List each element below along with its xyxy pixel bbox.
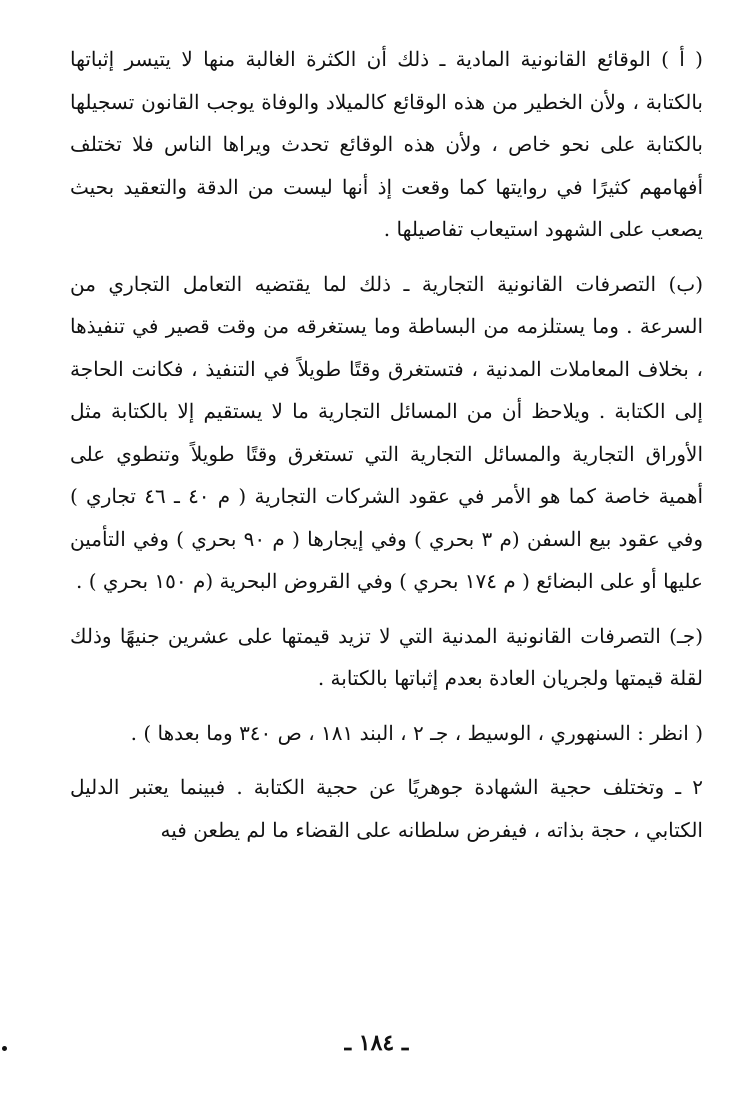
paragraph-commercial-transactions: (ب) التصرفات القانونية التجارية ـ ذلك لما يقتضيه التعامل التجاري من السرعة . وما يستلزمه من البساطة وما يستغرقه من وقت قصير في تنفيذها ، بخلاف المعاملات المدنية ، فتستغرق وقتًا طويلاً في التنفيذ ، فكانت الحاجة إلى الكتابة . ويلاحظ أن من المسائل التجارية ما لا يستقيم إلا بالكتابة مثل الأوراق التجارية والمسائل التجارية التي تستغرق وقتًا طويلاً وتنطوي على أهمية خاصة كما هو الأمر في عقود الشركات التجارية ( م ٤٠ ـ ٤٦ تجاري ) وفي عقود بيع السفن (م ٣ بحري ) وفي إيجارها ( م ٩٠ بحري ) وفي التأمين عليها أو على البضائع ( م ١٧٤ بحري ) وفي القروض البحرية (م ١٥٠ بحري ) . — [70, 271, 703, 593]
paragraph-civil-transactions: (جـ) التصرفات القانونية المدنية التي لا تزيد قيمتها على عشرين جنيهًا وذلك لقلة قيمتها ولجريان العادة بعدم إثباتها بالكتابة . — [70, 623, 703, 690]
page-number: ـ ١٨٤ ـ — [344, 1030, 409, 1056]
paragraph-testimony-authority: ٢ ـ وتختلف حجية الشهادة جوهريًا عن حجية الكتابة . فبينما يعتبر الدليل الكتابي ، حجة بذاته ، فيفرض سلطانه على القضاء ما لم يطعن فيه — [70, 775, 703, 842]
margin-mark — [2, 1046, 7, 1051]
paragraph-material-facts: ( أ ) الوقائع القانونية المادية ـ ذلك أن الكثرة الغالبة منها لا يتيسر إثباتها بالكتابة ، ولأن الخطير من هذه الوقائع كالميلاد والوفاة يوجب القانون تسجيلها بالكتابة على نحو خاص ، ولأن هذه الوقائع تحدث ويراها الناس فلا تختلف أفهامهم كثيرًا في روايتها كما وقعت إذ أنها ليست من الدقة والتعقيد بحيث يصعب على الشهود استيعاب تفاصيلها . — [70, 47, 703, 241]
paragraph-reference: ( انظر : السنهوري ، الوسيط ، جـ ٢ ، البند ١٨١ ، ص ٣٤٠ وما بعدها ) . — [130, 720, 703, 745]
